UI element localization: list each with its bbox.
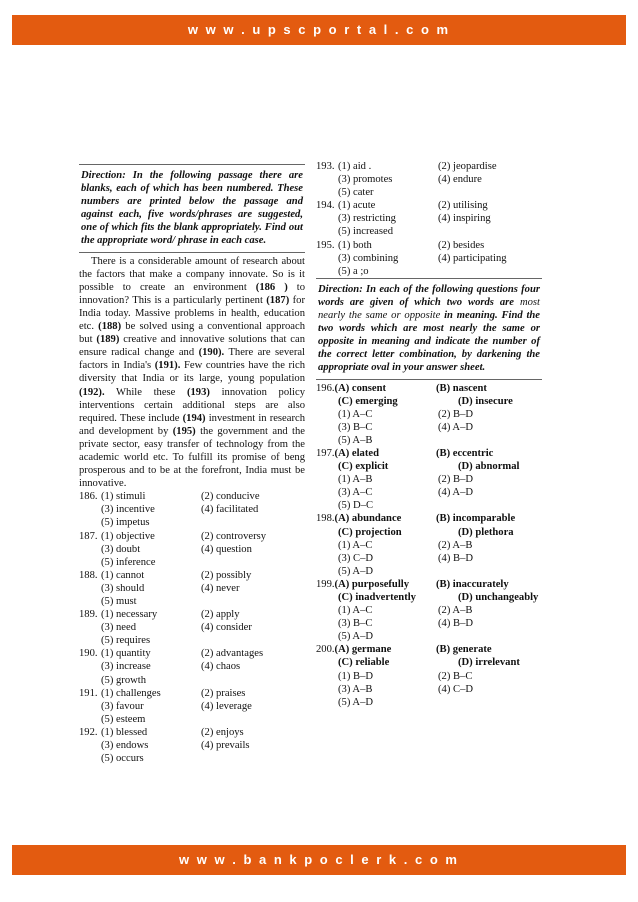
- option: (4) A–D: [438, 487, 474, 499]
- word-option: (B) incomparable: [436, 513, 516, 525]
- word-direction: Direction: In each of the following questions four words are given of which two words are most nearly the same or opposite in meaning. Find the two words which are most nearly the same or opposite in meaning and indicate the number of the correct letter combination, by darkening the appropriate oval in your answer sheet.: [316, 278, 542, 380]
- left-column: [79, 160, 305, 765]
- word-row: [316, 512, 542, 525]
- spacer: [316, 565, 338, 578]
- word-option: (B) nascent: [436, 382, 487, 394]
- option: (3) need: [101, 622, 136, 634]
- option-row: [316, 617, 542, 630]
- spacer: [316, 552, 338, 565]
- right-column: [316, 160, 542, 709]
- question-item: [316, 239, 542, 278]
- option: (1) quantity: [101, 648, 151, 660]
- option: (3) endows: [101, 740, 149, 752]
- option-row: [79, 608, 305, 621]
- option-row: [79, 530, 305, 543]
- option: (3) A–B: [338, 683, 373, 695]
- option: (2) utilising: [438, 200, 488, 212]
- passage-text: There is a considerable amount of research about the factors that make a company innovate. So is it possible to create an environment (186 ) to innovation? This is a particularly pertinent (187) for India today. Massive problems in health, education etc. (188) be solved using a conventional approach but (189) creative and innovative solutions that can ensure radical change and (190). There are several factors in India's (191). Few countries have the rich diversity that India or its large, young population (192). While these (193) innovation policy interventions certain additional steps are also required. These include (194) investment in research and development by (195) the government and the private sector, easy transfer of technology from the academic world etc. To fulfill its promise of beng prosperous and to be at the forefront, India must be innovative.: [79, 255, 306, 490]
- option: (5) growth: [101, 674, 147, 686]
- word-option: (C) explicit: [338, 461, 389, 473]
- word-row: [316, 643, 542, 656]
- option: (4) question: [201, 543, 252, 555]
- word-option: (D) unchangeably: [458, 592, 539, 603]
- option: [201, 752, 305, 765]
- word-pair-left: [316, 643, 436, 656]
- option: (5) inference: [101, 556, 156, 568]
- option-row: [316, 683, 542, 696]
- spacer: [79, 739, 101, 752]
- word-row: [316, 591, 542, 604]
- word-row: [316, 460, 542, 473]
- option: (5) increased: [338, 226, 393, 238]
- spacer: [316, 173, 338, 186]
- question-number: 190.: [79, 648, 98, 660]
- option-row: [316, 212, 542, 225]
- option-row: [79, 726, 305, 739]
- question-item: [316, 160, 542, 199]
- left-question-list: [79, 490, 305, 765]
- spacer: [79, 660, 101, 673]
- option: (3) combining: [338, 252, 399, 264]
- word-option: (D) insecure: [458, 395, 513, 407]
- option: (1) A–B: [338, 474, 373, 486]
- header-banner: [12, 15, 626, 45]
- option-row: [79, 634, 305, 647]
- spacer: [316, 225, 338, 238]
- option-row: [79, 569, 305, 582]
- question-item: [79, 647, 305, 686]
- header-site-link[interactable]: w w w . u p s c p o r t a l . c o m: [187, 22, 451, 37]
- word-row: [316, 447, 542, 460]
- question-item: [316, 578, 542, 643]
- option: (3) doubt: [101, 543, 141, 555]
- option-row: [79, 660, 305, 673]
- option: [438, 434, 542, 447]
- option: (5) a ;o: [338, 265, 369, 277]
- option-row: [79, 503, 305, 516]
- word-option: (A) consent: [334, 382, 387, 394]
- option: (1) both: [338, 239, 372, 251]
- spacer: [316, 408, 338, 421]
- word-option: (C) projection: [338, 526, 402, 538]
- option: (5) A–D: [338, 565, 374, 577]
- option: (4) inspiring: [438, 213, 491, 225]
- spacer: [316, 473, 338, 486]
- word-option: (A) germane: [334, 644, 392, 656]
- option: (2) apply: [201, 609, 240, 621]
- option: [201, 674, 305, 687]
- word-row: [316, 578, 542, 591]
- option-row: [79, 582, 305, 595]
- option: [201, 516, 305, 529]
- option-row: [316, 434, 542, 447]
- word-question-list: [316, 382, 542, 709]
- spacer: [79, 713, 101, 726]
- word-pair-left: [316, 591, 458, 604]
- option: (5) esteem: [101, 713, 146, 725]
- question-item: [316, 199, 542, 238]
- option: [438, 565, 542, 578]
- option: (5) A–D: [338, 631, 374, 643]
- option-row: [316, 630, 542, 643]
- question-item: [79, 530, 305, 569]
- option: (2) B–D: [438, 408, 474, 420]
- word-pair-left: [316, 526, 458, 539]
- option-row: [316, 160, 542, 173]
- option: (2) advantages: [201, 648, 264, 660]
- option-row: [79, 490, 305, 503]
- option: (4) chaos: [201, 661, 241, 673]
- option: (4) endure: [438, 174, 482, 186]
- word-row: [316, 656, 542, 669]
- word-pair-left: [316, 460, 458, 473]
- option: (4) C–D: [438, 683, 474, 695]
- option-row: [79, 516, 305, 529]
- question-number: 192.: [79, 726, 98, 738]
- option-row: [79, 674, 305, 687]
- option: (1) cannot: [101, 569, 145, 581]
- option: (3) should: [101, 582, 145, 594]
- option: (3) increase: [101, 661, 151, 673]
- option: (2) conducive: [201, 491, 260, 503]
- option: (5) impetus: [101, 517, 150, 529]
- option: (5) D–C: [338, 500, 374, 512]
- question-number: 187.: [79, 530, 98, 542]
- option: (1) necessary: [101, 609, 158, 621]
- spacer: [316, 499, 338, 512]
- option: (1) aid .: [338, 161, 372, 172]
- option: (3) B–C: [338, 618, 373, 630]
- option: (5) must: [101, 596, 137, 607]
- spacer: [79, 543, 101, 556]
- question-item: [79, 490, 305, 529]
- word-pair-left: [316, 447, 436, 460]
- question-number: 198.: [316, 513, 335, 525]
- word-option: (B) inaccurately: [436, 578, 509, 590]
- spacer: [316, 265, 338, 278]
- option: (4) facilitated: [201, 504, 259, 516]
- option: [438, 186, 542, 199]
- question-number: 189.: [79, 609, 98, 621]
- word-option: (C) inadvertently: [338, 592, 416, 603]
- word-pair-left: [316, 382, 436, 395]
- option-row: [79, 739, 305, 752]
- question-item: [316, 643, 542, 708]
- option: [201, 595, 305, 608]
- question-item: [316, 447, 542, 512]
- option-row: [316, 239, 542, 252]
- option: (1) A–C: [338, 605, 373, 617]
- option: [201, 713, 305, 726]
- option: [438, 630, 542, 643]
- option-row: [79, 556, 305, 569]
- word-pair-left: [316, 578, 436, 591]
- spacer: [79, 503, 101, 516]
- option-row: [316, 199, 542, 212]
- spacer: [316, 630, 338, 643]
- spacer: [316, 486, 338, 499]
- option: (1) B–D: [338, 670, 374, 682]
- option: (5) A–D: [338, 696, 374, 708]
- question-item: [79, 687, 305, 726]
- right-question-list: [316, 160, 542, 278]
- option: (2) B–C: [438, 670, 473, 682]
- option: (1) acute: [338, 200, 376, 212]
- word-option: (A) purposefully: [334, 578, 410, 590]
- word-pair-left: [316, 656, 458, 669]
- word-option: (A) elated: [334, 447, 379, 459]
- option: (2) A–B: [438, 605, 473, 617]
- option-row: [316, 539, 542, 552]
- option: (1) blessed: [101, 726, 148, 738]
- word-option: (A) abundance: [334, 513, 402, 525]
- option: (4) prevails: [201, 740, 250, 752]
- option: (5) cater: [338, 187, 374, 199]
- word-option: (D) irrelevant: [458, 657, 520, 669]
- option-row: [316, 225, 542, 238]
- spacer: [316, 539, 338, 552]
- option: (1) challenges: [101, 687, 161, 699]
- option-row: [79, 621, 305, 634]
- question-item: [79, 569, 305, 608]
- option-row: [316, 486, 542, 499]
- option-row: [79, 595, 305, 608]
- question-number: 191.: [79, 687, 98, 699]
- option-row: [316, 565, 542, 578]
- option: (3) C–D: [338, 552, 374, 564]
- spacer: [316, 252, 338, 265]
- option-row: [316, 421, 542, 434]
- spacer: [79, 700, 101, 713]
- spacer: [316, 434, 338, 447]
- option: [438, 499, 542, 512]
- option-row: [316, 499, 542, 512]
- option: [438, 265, 542, 278]
- spacer: [79, 595, 101, 608]
- option-row: [316, 186, 542, 199]
- question-number: 194.: [316, 200, 335, 212]
- option: (2) besides: [438, 239, 485, 251]
- word-option: (B) eccentric: [436, 447, 494, 459]
- option: (2) A–B: [438, 539, 473, 551]
- word-option: (C) reliable: [338, 657, 390, 669]
- option: (1) objective: [101, 530, 155, 542]
- word-option: (C) emerging: [338, 395, 398, 407]
- spacer: [79, 752, 101, 765]
- spacer: [316, 617, 338, 630]
- spacer: [316, 604, 338, 617]
- option: (4) participating: [438, 252, 507, 264]
- option: (4) never: [201, 582, 240, 594]
- option: (2) praises: [201, 687, 246, 699]
- spacer: [316, 212, 338, 225]
- passage-direction: Direction: In the following passage there are blanks, each of which has been numbered. These numbers are printed below the passage and against each, five words/phrases are suggested, one of which fits the blank appropriately. Find out the appropriate word/ phrase in each case.: [79, 164, 305, 253]
- option: (4) consider: [201, 622, 252, 634]
- option: (4) B–D: [438, 552, 474, 564]
- word-pair-left: [316, 395, 458, 408]
- option-row: [316, 252, 542, 265]
- question-number: 196.: [316, 382, 335, 394]
- option: (3) promotes: [338, 174, 393, 186]
- question-number: 193.: [316, 161, 335, 172]
- option: (1) A–C: [338, 539, 373, 551]
- question-number: 197.: [316, 447, 335, 459]
- word-row: [316, 382, 542, 395]
- question-number: 195.: [316, 239, 335, 251]
- question-item: [79, 726, 305, 765]
- question-number: 200.: [316, 644, 335, 656]
- spacer: [316, 186, 338, 199]
- option-row: [316, 265, 542, 278]
- option: (1) stimuli: [101, 491, 146, 503]
- option: (4) A–D: [438, 421, 474, 433]
- option-row: [79, 543, 305, 556]
- option: (4) B–D: [438, 618, 474, 630]
- word-pair-left: [316, 512, 436, 525]
- question-item: [316, 512, 542, 577]
- option: (5) requires: [101, 635, 151, 647]
- option: (2) possibly: [201, 569, 252, 581]
- option: [201, 634, 305, 647]
- spacer: [79, 516, 101, 529]
- option: (2) B–D: [438, 474, 474, 486]
- spacer: [316, 421, 338, 434]
- option: (3) A–C: [338, 487, 373, 499]
- option-row: [316, 696, 542, 709]
- spacer: [316, 670, 338, 683]
- option-row: [316, 552, 542, 565]
- option: (1) A–C: [338, 408, 373, 420]
- option-row: [316, 473, 542, 486]
- spacer: [316, 696, 338, 709]
- spacer: [316, 683, 338, 696]
- option: (2) controversy: [201, 530, 267, 542]
- question-number: 188.: [79, 569, 98, 581]
- option: (5) A–B: [338, 434, 373, 446]
- option: (3) B–C: [338, 421, 373, 433]
- option: (3) restricting: [338, 213, 396, 225]
- footer-banner: [12, 845, 626, 875]
- option-row: [79, 700, 305, 713]
- spacer: [79, 582, 101, 595]
- word-row: [316, 526, 542, 539]
- spacer: [79, 556, 101, 569]
- option-row: [316, 173, 542, 186]
- option: (5) occurs: [101, 753, 144, 765]
- question-item: [79, 608, 305, 647]
- option: [438, 696, 542, 709]
- passage: [79, 255, 305, 491]
- option-row: [79, 687, 305, 700]
- question-number: 186.: [79, 491, 98, 503]
- option: (2) jeopardise: [438, 161, 497, 172]
- question-number: 199.: [316, 578, 335, 590]
- spacer: [79, 674, 101, 687]
- option: (3) incentive: [101, 504, 155, 516]
- option-row: [316, 604, 542, 617]
- option: (4) leverage: [201, 700, 252, 712]
- option: [438, 225, 542, 238]
- option: (3) favour: [101, 700, 144, 712]
- spacer: [79, 621, 101, 634]
- word-option: (D) abnormal: [458, 461, 520, 473]
- option: (2) enjoys: [201, 726, 244, 738]
- option-row: [79, 752, 305, 765]
- option-row: [316, 670, 542, 683]
- option-row: [79, 713, 305, 726]
- word-option: (B) generate: [436, 644, 492, 656]
- option: [201, 556, 305, 569]
- option-row: [79, 647, 305, 660]
- word-option: (D) plethora: [458, 526, 514, 538]
- word-row: [316, 395, 542, 408]
- option-row: [316, 408, 542, 421]
- footer-site-link[interactable]: w w w . b a n k p o c l e r k . c o m: [179, 852, 459, 867]
- question-item: [316, 382, 542, 447]
- spacer: [79, 634, 101, 647]
